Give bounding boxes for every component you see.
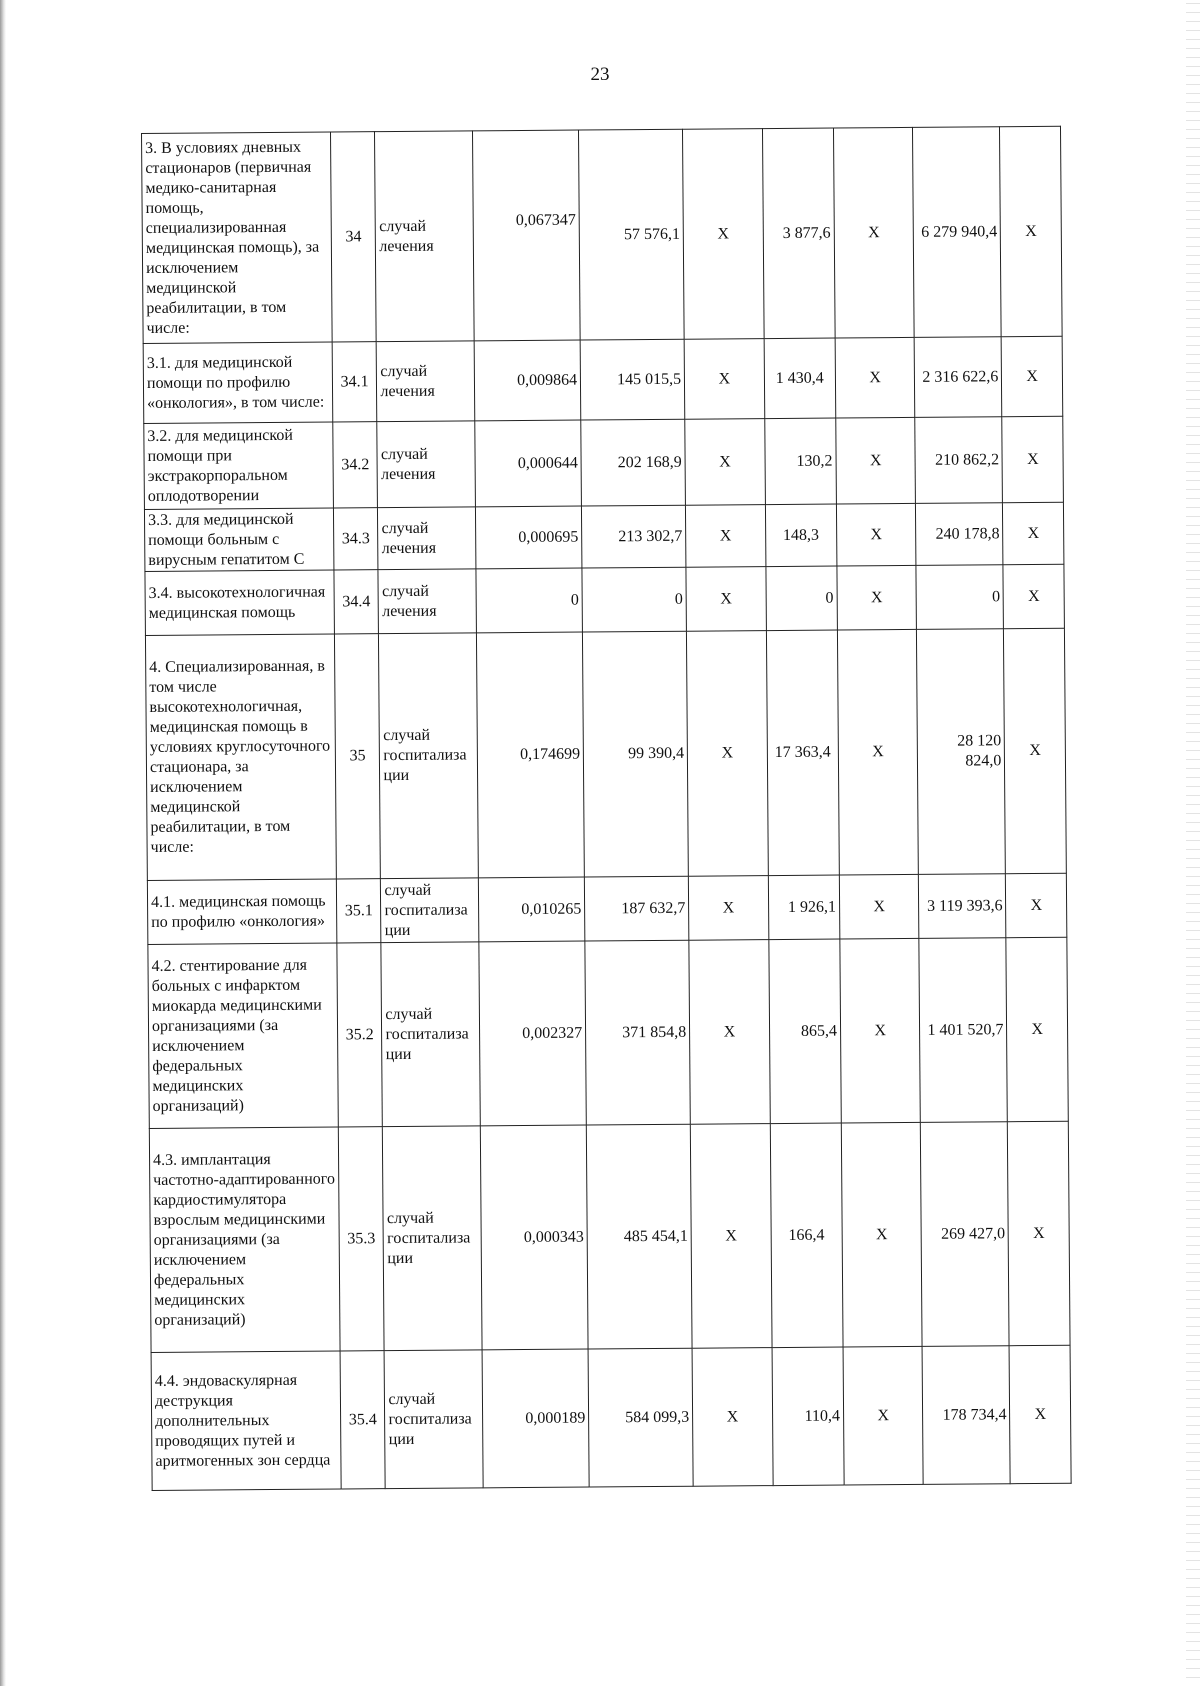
scan-edge-right (1186, 0, 1200, 1686)
row-number: 35.1 (336, 879, 381, 943)
row-x: Х (690, 1124, 771, 1349)
row-number: 35.4 (340, 1351, 386, 1489)
row-volume: 0 (476, 568, 583, 633)
row-total: 269 427,0 (921, 1122, 1010, 1347)
row-x: Х (1004, 628, 1066, 873)
row-x: Х (1000, 126, 1062, 336)
row-x: Х (836, 503, 916, 566)
table-row (149, 1121, 1070, 1352)
row-unit: случай лечения (377, 341, 475, 422)
row-x: Х (833, 127, 914, 338)
row-name: 3.4. высокотехнологичная медицинская помощь (145, 570, 334, 635)
row-unit: случай госпитализации (383, 1126, 482, 1351)
row-cost: 202 168,9 (581, 419, 686, 506)
row-x: Х (836, 417, 916, 504)
row-name: 3.2. для медицинской помощи при экстракорпоральном оплодотворении (144, 422, 334, 509)
row-x: Х (1006, 873, 1067, 937)
row-unit: случай госпитализации (379, 633, 479, 879)
row-per-capita: 110,4 (772, 1347, 844, 1486)
row-total: 2 316 622,6 (915, 337, 1003, 418)
page-number: 23 (590, 64, 610, 85)
row-per-capita: 130,2 (765, 418, 837, 505)
row-x: Х (837, 565, 917, 630)
row-per-capita: 3 877,6 (762, 128, 835, 339)
row-unit: случай госпитализации (381, 878, 479, 943)
row-x: Х (685, 419, 765, 506)
row-volume: 0,000695 (476, 506, 583, 569)
row-number: 34.2 (333, 422, 378, 508)
row-x: Х (843, 1346, 924, 1485)
table-row (148, 937, 1068, 1128)
row-cost: 0 (582, 567, 686, 632)
care-volume-table (141, 126, 1072, 1491)
row-name: 3. В условиях дневных стационаров (первичная медико-санитарная помощь, специализированная медицинская помощь), за исключением медицинской реабилитации, в том числе: (142, 132, 333, 343)
row-volume: 0,010265 (478, 877, 585, 942)
row-x: Х (837, 629, 918, 875)
row-per-capita: 166,4 (770, 1123, 843, 1348)
row-cost: 213 302,7 (582, 505, 686, 568)
row-x: Х (689, 940, 770, 1125)
row-volume: 0,067347 (473, 130, 581, 341)
row-unit: случай лечения (378, 507, 476, 570)
row-total: 178 734,4 (922, 1346, 1010, 1485)
row-cost: 371 854,8 (585, 940, 690, 1125)
row-number: 35 (334, 634, 380, 879)
row-number: 34.4 (334, 570, 379, 634)
row-cost: 99 390,4 (583, 631, 689, 877)
table-row (145, 628, 1066, 880)
row-per-capita: 1 926,1 (768, 875, 840, 940)
row-per-capita: 1 430,4 (764, 338, 836, 419)
row-cost: 485 454,1 (586, 1124, 692, 1349)
row-volume: 0,000189 (482, 1349, 589, 1488)
row-volume: 0,009864 (474, 340, 581, 421)
row-name: 4.2. стентирование для больных с инфарктом миокарда медицинскими организациями (за исключением федеральных медицинских организаций) (148, 943, 338, 1128)
row-total: 6 279 940,4 (913, 127, 1002, 338)
table-row (143, 336, 1063, 423)
row-unit: случай лечения (377, 421, 475, 508)
row-volume: 0,002327 (479, 941, 587, 1126)
table-row (151, 1345, 1071, 1490)
row-number: 34.1 (332, 342, 377, 422)
row-x: Х (1003, 564, 1064, 628)
row-total: 240 178,8 (916, 503, 1003, 566)
table-row (145, 564, 1064, 635)
row-cost: 584 099,3 (588, 1348, 693, 1487)
table-row (142, 126, 1063, 343)
row-name: 4. Специализированная, в том числе высокотехнологичная, медицинская помощь в условиях круглосуточного стационара, за исключением медицинской реабилитации, в том числе: (145, 634, 336, 880)
row-cost: 145 015,5 (580, 339, 685, 420)
row-name: 4.4. эндоваскулярная деструкция дополнительных проводящих путей и аритмогенных зон сердца (151, 1351, 341, 1490)
row-per-capita: 0 (766, 566, 838, 631)
row-per-capita: 865,4 (769, 939, 842, 1124)
row-x: Х (1002, 416, 1063, 502)
row-total: 210 862,2 (915, 417, 1003, 504)
row-x: Х (683, 129, 764, 340)
row-x: Х (840, 938, 921, 1123)
row-total: 0 (916, 565, 1004, 630)
row-x: Х (684, 339, 764, 420)
row-per-capita: 148,3 (765, 504, 837, 567)
row-name: 3.3. для медицинской помощи больным с вирусным гепатитом С (144, 508, 333, 571)
table-row (144, 416, 1064, 509)
row-unit: случай лечения (378, 569, 476, 634)
row-cost: 187 632,7 (585, 876, 689, 941)
row-cost: 57 576,1 (579, 129, 685, 340)
row-x: Х (686, 567, 766, 632)
row-unit: случай лечения (375, 131, 474, 342)
row-x: Х (692, 1348, 773, 1487)
row-x: Х (686, 505, 766, 568)
row-x: Х (1006, 937, 1068, 1121)
row-name: 4.3. имплантация частотно-адаптированного кардиостимулятора взрослым медицинскими организациями (за исключением федеральных медицинских организаций) (149, 1127, 340, 1352)
row-number: 34.3 (333, 508, 378, 570)
row-x: Х (687, 631, 768, 877)
table-row (144, 502, 1063, 571)
row-x: Х (839, 874, 919, 939)
scan-edge-left (0, 0, 6, 1686)
row-x: Х (1002, 336, 1063, 416)
row-volume: 0,000343 (480, 1125, 588, 1350)
row-x: Х (1003, 502, 1064, 564)
row-volume: 0,000644 (475, 420, 582, 507)
row-total: 3 119 393,6 (919, 874, 1007, 939)
row-total: 1 401 520,7 (919, 938, 1007, 1123)
row-per-capita: 17 363,4 (766, 630, 839, 876)
row-x: Х (835, 337, 915, 418)
row-number: 35.3 (338, 1127, 384, 1351)
row-number: 35.2 (337, 943, 383, 1127)
row-total: 28 120 824,0 (917, 629, 1006, 875)
row-name: 3.1. для медицинской помощи по профилю «онкология», в том числе: (143, 342, 333, 423)
row-number: 34 (330, 132, 376, 342)
table-row (147, 873, 1066, 944)
row-volume: 0,174699 (477, 632, 585, 878)
row-x: Х (841, 1122, 922, 1347)
row-x: Х (1008, 1121, 1070, 1345)
row-x: Х (689, 876, 769, 941)
row-x: Х (1009, 1345, 1071, 1483)
row-unit: случай госпитализации (385, 1350, 484, 1489)
row-name: 4.1. медицинская помощь по профилю «онкология» (147, 879, 336, 944)
row-unit: случай госпитализации (381, 942, 480, 1127)
